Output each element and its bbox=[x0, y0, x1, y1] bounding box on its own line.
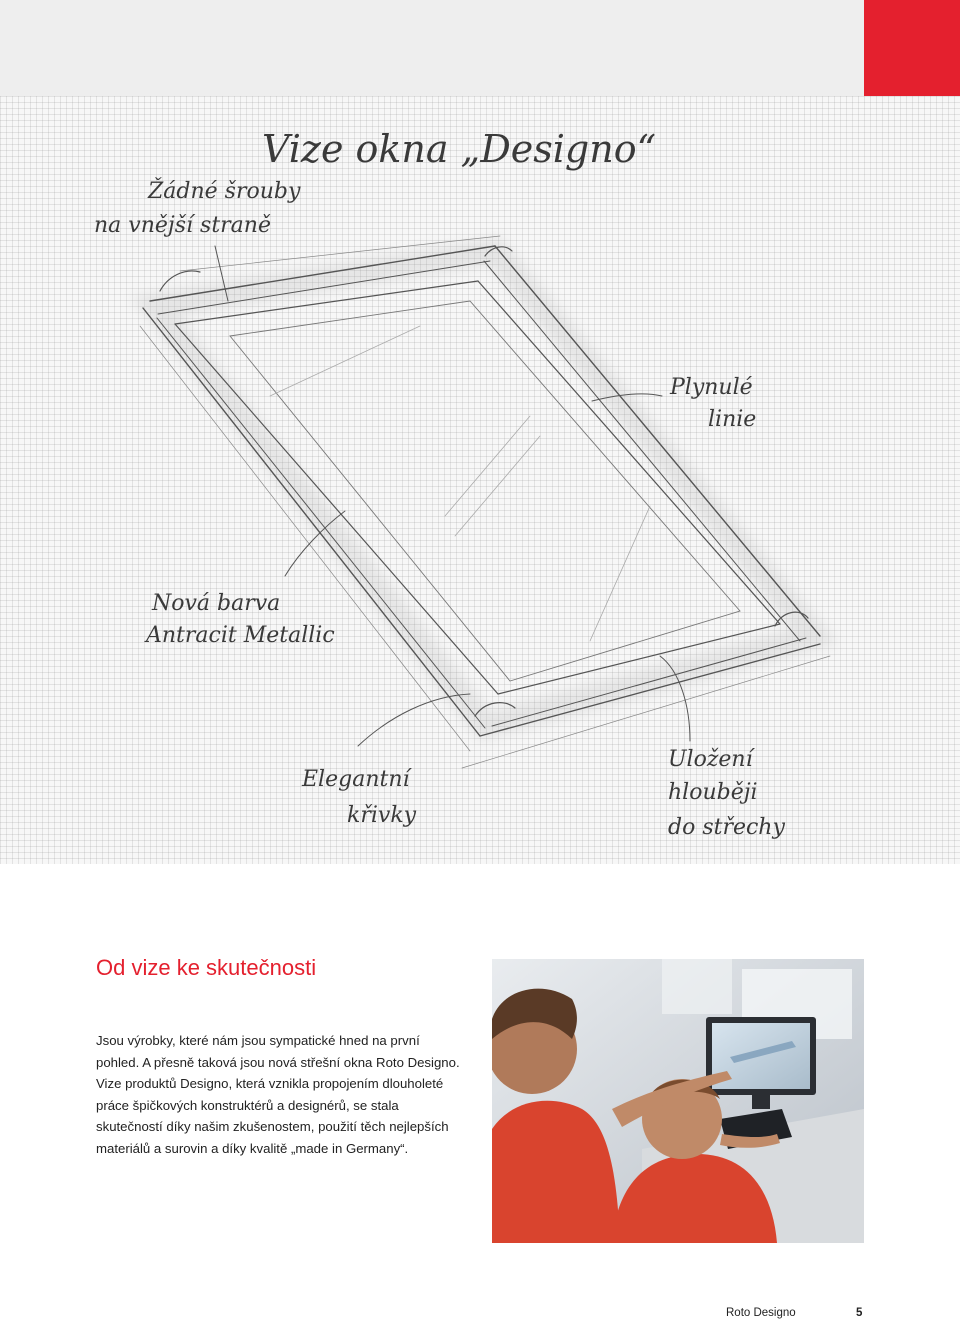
note-color-line-2: Antracit Metallic bbox=[146, 623, 335, 648]
note-lines-line-1: Plynulé bbox=[670, 375, 753, 400]
footer-brand: Roto Designo bbox=[726, 1307, 796, 1319]
sketch-title: Vize okna „Designo“ bbox=[262, 127, 657, 171]
note-screws-line-1: Žádné šrouby bbox=[148, 179, 301, 204]
section-body-text: Jsou výrobky, které nám jsou sympatické hned na první pohled. A přesně taková jsou nová střešní okna Roto Designo. Vize produktů Designo, která vznikla propojením dlouholeté práce špičkových konstruktérů a designérů, se stala skutečností díky našim zkušenostem, použití těch nejlepších materiálů a surovin a díky kvalitě „made in Germany“. bbox=[96, 1033, 460, 1156]
note-curves-line-1: Elegantní bbox=[302, 767, 410, 792]
note-screws-line-2: na vnější straně bbox=[94, 213, 271, 238]
window-sketch-drawing bbox=[0, 96, 960, 864]
section-heading: Od vize ke skutečnosti bbox=[96, 955, 317, 980]
window-sketch-panel bbox=[0, 96, 960, 864]
note-installation-line-2: hlouběji bbox=[668, 780, 758, 805]
designers-at-computer-photo bbox=[492, 959, 864, 1243]
page-number: 5 bbox=[856, 1307, 863, 1319]
window-frame-sketch bbox=[140, 236, 830, 768]
red-corner-tab bbox=[864, 0, 960, 96]
top-band bbox=[0, 0, 864, 96]
note-installation-line-3: do střechy bbox=[668, 815, 785, 840]
note-lines-line-2: linie bbox=[708, 407, 757, 432]
note-curves-line-2: křivky bbox=[347, 803, 417, 828]
note-installation-line-1: Uložení bbox=[668, 747, 753, 772]
note-color-line-1: Nová barva bbox=[152, 591, 281, 616]
